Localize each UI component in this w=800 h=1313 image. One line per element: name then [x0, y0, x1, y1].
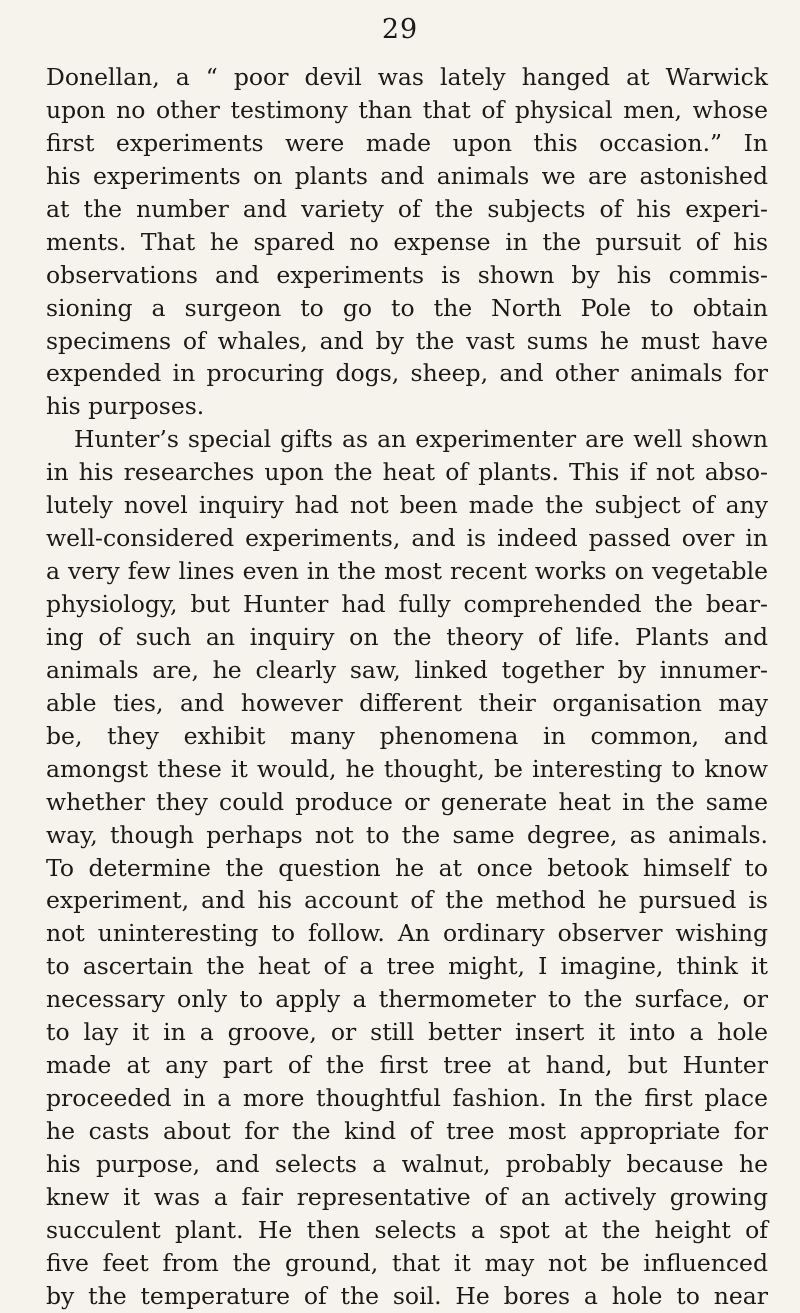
text-line: able ties, and however different their organisation may: [46, 688, 768, 717]
text-line: expended in procuring dogs, sheep, and other animals for: [46, 359, 768, 388]
text-line: observations and experiments is shown by his commis-: [46, 260, 768, 289]
text-line: be, they exhibit many phenomena in common, and: [46, 721, 768, 750]
text-line: his purpose, and selects a walnut, probably because he: [46, 1149, 768, 1178]
text-line: at the number and variety of the subjects of his experi-: [46, 194, 768, 223]
page-number: 29: [381, 14, 419, 45]
text-line: ments. That he spared no expense in the pursuit of his: [46, 227, 768, 256]
text-line: his purposes.: [46, 392, 205, 421]
text-line: lutely novel inquiry had not been made the subject of any: [46, 491, 768, 520]
text-line: a very few lines even in the most recent works on vegetable: [46, 557, 768, 586]
text-line: specimens of whales, and by the vast sums he must have: [46, 326, 768, 355]
text-line: five feet from the ground, that it may not be influenced: [46, 1248, 768, 1277]
text-line: Donellan, a “ poor devil was lately hanged at Warwick: [46, 63, 768, 91]
text-line: to lay it in a groove, or still better insert it into a hole: [46, 1018, 768, 1047]
text-line: animals are, he clearly saw, linked together by innumer-: [46, 655, 768, 684]
text-line: way, though perhaps not to the same degree, as animals.: [46, 820, 768, 849]
text-line: amongst these it would, he thought, be interesting to know: [46, 754, 768, 783]
text-line: he casts about for the kind of tree most appropriate for: [46, 1117, 768, 1145]
text-line: to ascertain the heat of a tree might, I imagine, think it: [46, 952, 768, 981]
text-line: physiology, but Hunter had fully comprehended the bear-: [46, 590, 768, 618]
text-line: knew it was a fair representative of an actively growing: [46, 1182, 768, 1211]
text-line: well-considered experiments, and is indeed passed over in: [46, 524, 768, 553]
text-line: sioning a surgeon to go to the North Pole to obtain: [46, 293, 768, 322]
text-line: by the temperature of the soil. He bores a hole to near: [46, 1281, 768, 1310]
body-text: [46, 61, 768, 1313]
text-line: experiment, and his account of the method he pursued is: [46, 886, 768, 915]
text-line: necessary only to apply a thermometer to the surface, or: [46, 985, 768, 1014]
text-line: whether they could produce or generate heat in the same: [46, 787, 768, 816]
text-line: not uninteresting to follow. An ordinary observer wishing: [46, 919, 768, 948]
text-line: succulent plant. He then selects a spot at the height of: [46, 1215, 768, 1244]
text-line: made at any part of the first tree at hand, but Hunter: [46, 1051, 768, 1080]
text-line: Hunter’s special gifts as an experimenter are well shown: [74, 425, 768, 454]
text-line: upon no other testimony than that of physical men, whose: [46, 95, 768, 124]
text-line: in his researches upon the heat of plants. This if not abso-: [46, 458, 768, 487]
text-line: proceeded in a more thoughtful fashion. In the first place: [46, 1084, 768, 1113]
text-line: To determine the question he at once betook himself to: [46, 853, 768, 882]
text-line: his experiments on plants and animals we are astonished: [46, 161, 768, 190]
text-line: ing of such an inquiry on the theory of life. Plants and: [46, 622, 768, 651]
text-line: first experiments were made upon this occasion.” In: [46, 128, 768, 157]
